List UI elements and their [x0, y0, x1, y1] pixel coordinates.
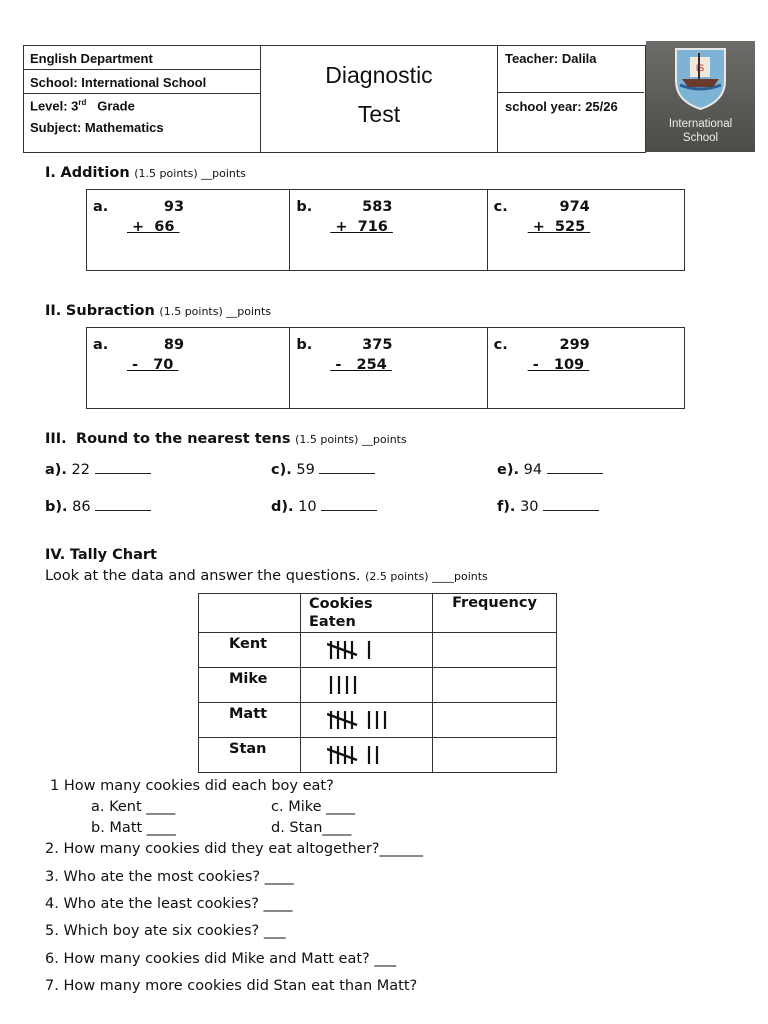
q1-part-a: a. Kent ____	[91, 799, 176, 815]
divider	[23, 93, 260, 94]
problem-letter: a.	[93, 199, 109, 215]
problem-letter: c.	[493, 337, 508, 353]
problem-bottom-number: - 254	[330, 357, 392, 373]
problem-cell	[487, 328, 684, 409]
tally-marks-icon	[327, 672, 417, 698]
rounding-item: f). 30	[497, 496, 599, 515]
instruction-text: Look at the data and answer the questions. (2.5 points) ____points	[45, 568, 488, 584]
boy-name: Matt	[199, 703, 301, 738]
tally-marks-icon	[327, 742, 417, 768]
rounding-item: c). 59	[271, 459, 375, 478]
question-7: 7. How many more cookies did Stan eat than Matt?	[45, 978, 418, 994]
problem-top-number: 299	[559, 337, 590, 353]
rounding-item: b). 86	[45, 496, 151, 515]
frequency-answer-cell[interactable]	[433, 668, 557, 703]
rounding-item: a). 22	[45, 459, 151, 478]
frequency-answer-cell[interactable]	[433, 738, 557, 773]
problem-top-number: 974	[559, 199, 590, 215]
divider	[497, 45, 498, 152]
answer-blank[interactable]	[321, 496, 377, 511]
subtraction-table	[86, 327, 685, 409]
q1-part-c: c. Mike ____	[271, 799, 356, 815]
ship-shield-icon	[646, 41, 755, 116]
tally-marks-icon	[327, 707, 417, 733]
problem-bottom-number: + 525	[527, 219, 591, 235]
problem-bottom-number: - 70	[127, 357, 179, 373]
school-logo	[646, 41, 755, 152]
empty-header-cell	[199, 594, 301, 633]
svg-text:IS: IS	[695, 64, 705, 74]
question-6: 6. How many cookies did Mike and Matt eat? ___	[45, 951, 397, 967]
question-3: 3. Who ate the most cookies? ____	[45, 869, 294, 885]
school-label: School: International School	[30, 75, 207, 90]
logo-text: School	[682, 132, 719, 144]
table-row	[199, 668, 557, 703]
teacher-label: Teacher: Dalila	[505, 51, 597, 66]
frequency-answer-cell[interactable]	[433, 703, 557, 738]
boy-name: Stan	[199, 738, 301, 773]
table-row	[199, 738, 557, 773]
divider	[497, 92, 644, 93]
problem-cell	[290, 190, 487, 271]
subject-label: Subject: Mathematics	[30, 120, 164, 135]
problem-bottom-number: - 109	[527, 357, 590, 373]
problem-letter: c.	[493, 199, 508, 215]
department-label: English Department	[30, 51, 153, 66]
page-title: Diagnostic	[325, 62, 433, 88]
table-row	[199, 633, 557, 668]
problem-bottom-number: + 716	[330, 219, 393, 235]
section-heading: III. Round to the nearest tens (1.5 points) __points	[45, 431, 407, 447]
question-2: 2. How many cookies did they eat altogether?______	[45, 841, 423, 857]
school-year-label: school year: 25/26	[505, 99, 618, 114]
cookies-eaten-header: Cookies Eaten	[301, 594, 433, 633]
problem-top-number: 583	[362, 199, 393, 215]
level-label: Level: 3rd Grade	[30, 98, 135, 114]
section-heading: IV. Tally Chart	[45, 547, 157, 563]
tally-marks-icon	[327, 637, 417, 663]
addition-table	[86, 189, 685, 271]
boy-name: Kent	[199, 633, 301, 668]
question-4: 4. Who ate the least cookies? ____	[45, 896, 293, 912]
tally-cell	[301, 703, 433, 738]
section-heading: I. Addition (1.5 points) __points	[45, 165, 246, 181]
problem-letter: a.	[93, 337, 109, 353]
problem-cell	[87, 190, 290, 271]
logo-text: International	[668, 118, 733, 130]
frequency-answer-cell[interactable]	[433, 633, 557, 668]
problem-cell	[487, 190, 684, 271]
problem-top-number: 89	[163, 337, 185, 353]
question-5: 5. Which boy ate six cookies? ___	[45, 923, 286, 939]
tally-cell	[301, 738, 433, 773]
table-row	[199, 703, 557, 738]
divider	[23, 69, 260, 70]
answer-blank[interactable]	[95, 496, 151, 511]
problem-letter: b.	[296, 337, 313, 353]
problem-top-number: 375	[362, 337, 393, 353]
section-heading: II. Subraction (1.5 points) __points	[45, 303, 272, 319]
problem-top-number: 93	[163, 199, 185, 215]
boy-name: Mike	[199, 668, 301, 703]
answer-blank[interactable]	[95, 459, 151, 474]
problem-cell	[87, 328, 290, 409]
tally-table	[198, 593, 557, 773]
problem-letter: b.	[296, 199, 313, 215]
answer-blank[interactable]	[547, 459, 603, 474]
tally-cell	[301, 668, 433, 703]
problem-cell	[290, 328, 487, 409]
question-1: 1 How many cookies did each boy eat?	[50, 778, 334, 794]
tally-cell	[301, 633, 433, 668]
q1-part-d: d. Stan____	[271, 820, 352, 836]
answer-blank[interactable]	[319, 459, 375, 474]
problem-bottom-number: + 66	[127, 219, 180, 235]
page-subtitle: Test	[357, 101, 401, 127]
rounding-item: d). 10	[271, 496, 377, 515]
rounding-item: e). 94	[497, 459, 603, 478]
frequency-header: Frequency	[433, 594, 557, 633]
answer-blank[interactable]	[543, 496, 599, 511]
q1-part-b: b. Matt ____	[91, 820, 176, 836]
